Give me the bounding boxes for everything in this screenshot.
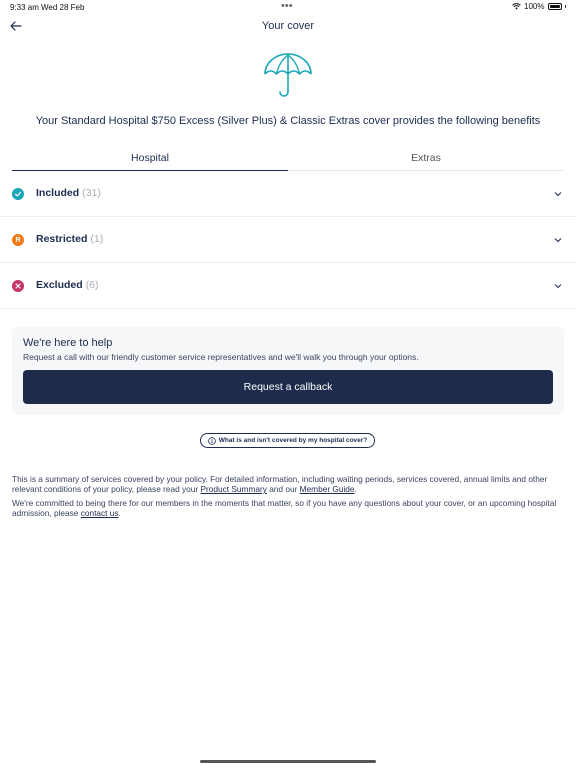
info-link-label: What is and isn't covered by my hospital cover? bbox=[218, 437, 368, 444]
chevron-down-icon bbox=[554, 236, 562, 244]
benefit-name: Restricted bbox=[36, 233, 88, 245]
status-time: 9:33 am bbox=[10, 3, 39, 12]
battery-nub bbox=[565, 5, 567, 8]
cover-tabs bbox=[12, 152, 564, 171]
umbrella-icon bbox=[262, 52, 314, 100]
summary-text: This is a summary of services covered by your policy. For detailed information, including waiting periods, services covered, annual limits and other relevant conditions of your policy, please read your bbox=[12, 474, 548, 494]
benefit-name: Excluded bbox=[36, 279, 83, 291]
benefit-row-restricted[interactable] bbox=[0, 217, 576, 263]
benefit-row-included[interactable] bbox=[0, 171, 576, 217]
summary-text: . bbox=[118, 508, 121, 518]
summary-text: We're committed to being there for our members in the moments that matter, so if you have any questions about your cover, or an upcoming hospital admission, please bbox=[12, 498, 557, 518]
battery-percent: 100% bbox=[524, 2, 545, 11]
contact-paragraph bbox=[12, 498, 568, 518]
close-icon bbox=[12, 280, 24, 292]
header bbox=[0, 14, 576, 38]
status-right bbox=[512, 2, 566, 11]
info-icon bbox=[208, 437, 216, 445]
cover-description: Your Standard Hospital $750 Excess (Silver Plus) & Classic Extras cover provides the following benefits bbox=[35, 115, 541, 127]
benefit-count: (31) bbox=[82, 187, 101, 199]
status-bar bbox=[0, 0, 576, 14]
multitasking-dots[interactable]: ••• bbox=[281, 0, 293, 12]
request-callback-button[interactable]: Request a callback bbox=[23, 370, 553, 404]
status-date: Wed 28 Feb bbox=[41, 3, 85, 12]
benefit-count: (1) bbox=[90, 233, 104, 245]
benefit-row-excluded[interactable] bbox=[0, 263, 576, 309]
product-summary-link[interactable]: Product Summary bbox=[200, 484, 267, 494]
restricted-icon: R bbox=[12, 234, 24, 246]
hospital-cover-info-link[interactable] bbox=[200, 433, 375, 448]
chevron-down-icon bbox=[554, 282, 562, 290]
chevron-down-icon bbox=[554, 190, 562, 198]
benefit-label bbox=[36, 233, 103, 245]
tab-hospital[interactable]: Hospital bbox=[12, 152, 288, 171]
page-title: Your cover bbox=[261, 20, 315, 32]
help-text: Request a call with our friendly customer service representatives and we'll walk you through your options. bbox=[23, 352, 419, 362]
battery-icon bbox=[548, 3, 562, 10]
benefit-label bbox=[36, 279, 99, 291]
help-title: We're here to help bbox=[23, 337, 113, 349]
benefit-count: (6) bbox=[85, 279, 99, 291]
benefit-name: Included bbox=[36, 187, 80, 199]
member-guide-link[interactable]: Member Guide bbox=[299, 484, 355, 494]
tab-extras[interactable]: Extras bbox=[411, 152, 441, 164]
summary-text: . bbox=[354, 484, 357, 494]
home-indicator[interactable] bbox=[200, 760, 376, 763]
benefit-label bbox=[36, 187, 101, 199]
summary-paragraph bbox=[12, 474, 568, 494]
summary-text: and our bbox=[266, 484, 300, 494]
contact-us-link[interactable]: contact us bbox=[80, 508, 119, 518]
check-icon bbox=[12, 188, 24, 200]
help-card bbox=[12, 327, 564, 415]
wifi-icon bbox=[512, 3, 521, 10]
